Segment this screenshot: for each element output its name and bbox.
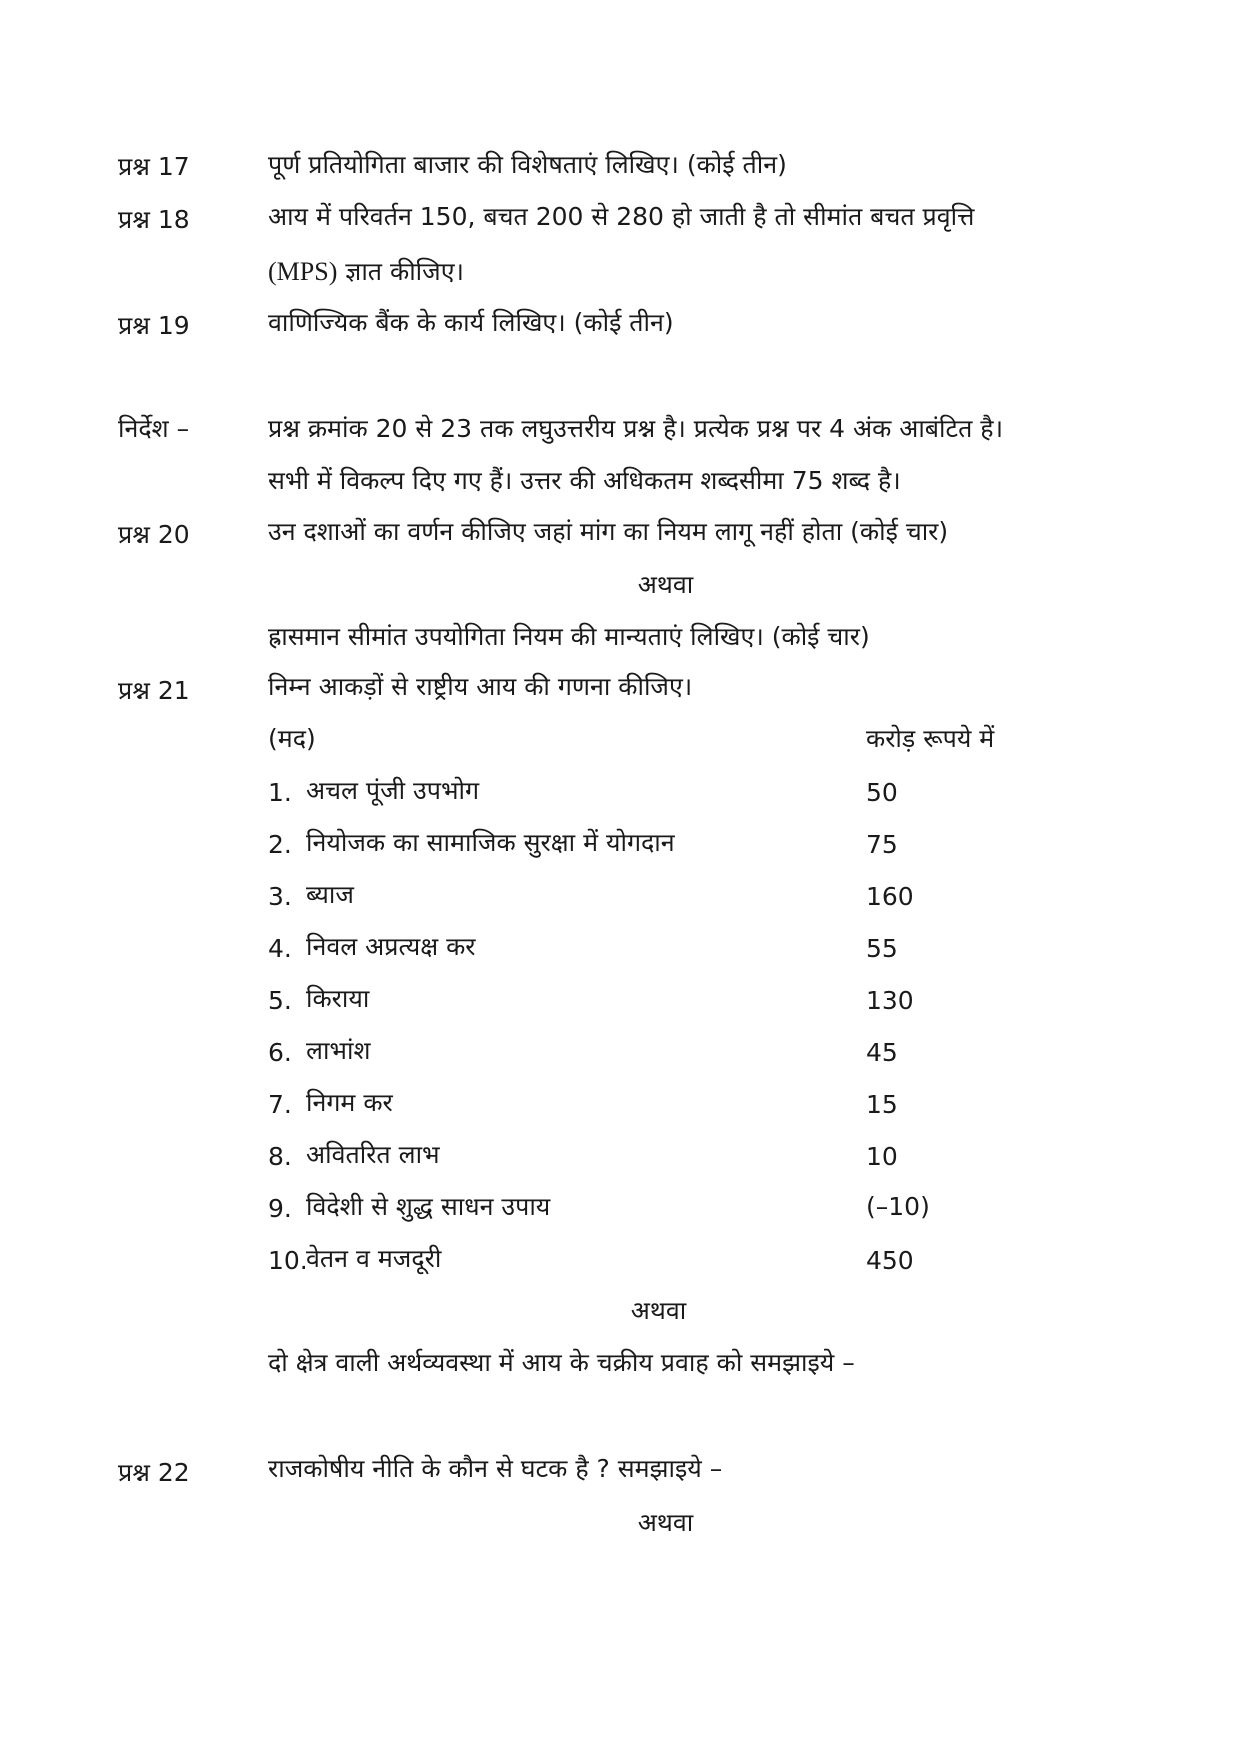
table-row-amount: (–10) — [866, 1192, 930, 1221]
table-row-item: निवल अप्रत्यक्ष कर — [306, 932, 476, 961]
table-row-amount: 160 — [866, 882, 914, 911]
table-row-amount: 15 — [866, 1090, 898, 1119]
table-row-amount: 55 — [866, 934, 898, 963]
table-row-number: 8. — [268, 1142, 292, 1171]
table-row-item: नियोजक का सामाजिक सुरक्षा में योगदान — [306, 828, 675, 857]
table-row-number: 3. — [268, 882, 292, 911]
table-row-amount: 130 — [866, 986, 914, 1015]
instruction-label: निर्देश – — [118, 414, 190, 443]
instruction-line1: प्रश्न क्रमांक 20 से 23 तक लघुउत्तरीय प्रश्न है। प्रत्येक प्रश्न पर 4 अंक आबंटित है। — [268, 414, 1004, 443]
q18-label: प्रश्न 18 — [118, 205, 190, 234]
q18-text-line1: आय में परिवर्तन 150, बचत 200 से 280 हो जाती है तो सीमांत बचत प्रवृत्ति — [268, 202, 975, 231]
q21-text: निम्न आकड़ों से राष्ट्रीय आय की गणना कीजिए। — [268, 672, 693, 701]
q21-col-item: (मद) — [268, 724, 316, 753]
table-row-number: 10. — [268, 1246, 308, 1275]
table-row-item: वेतन व मजदूरी — [306, 1244, 442, 1273]
q21-col-amount: करोड़ रूपये में — [866, 724, 995, 753]
q20-alt: ह्रासमान सीमांत उपयोगिता नियम की मान्यताएं लिखिए। (कोई चार) — [268, 622, 870, 651]
table-row-amount: 50 — [866, 778, 898, 807]
q22-or: अथवा — [637, 1508, 694, 1537]
table-row-amount: 75 — [866, 830, 898, 859]
table-row-number: 7. — [268, 1090, 292, 1119]
q20-text: उन दशाओं का वर्णन कीजिए जहां मांग का नियम लागू नहीं होता (कोई चार) — [268, 517, 949, 546]
table-row-amount: 450 — [866, 1246, 914, 1275]
q20-label: प्रश्न 20 — [118, 520, 190, 549]
q19-text: वाणिज्यिक बैंक के कार्य लिखिए। (कोई तीन) — [268, 308, 674, 337]
table-row-number: 2. — [268, 830, 292, 859]
q20-or: अथवा — [637, 570, 694, 599]
table-row-item: ब्याज — [306, 880, 354, 909]
q18-text-line2-rest: ज्ञात कीजिए। — [337, 257, 465, 286]
table-row-item: किराया — [306, 984, 370, 1013]
table-row-amount: 10 — [866, 1142, 898, 1171]
q17-label: प्रश्न 17 — [118, 152, 190, 181]
q22-text: राजकोषीय नीति के कौन से घटक है ? समझाइये – — [268, 1454, 723, 1483]
table-row-amount: 45 — [866, 1038, 898, 1067]
table-row-number: 1. — [268, 778, 292, 807]
table-row-item: अचल पूंजी उपभोग — [306, 776, 480, 805]
q19-label: प्रश्न 19 — [118, 311, 190, 340]
instruction-line2: सभी में विकल्प दिए गए हैं। उत्तर की अधिकतम शब्दसीमा 75 शब्द है। — [268, 466, 901, 495]
table-row-number: 4. — [268, 934, 292, 963]
table-row-number: 9. — [268, 1194, 292, 1223]
q17-text: पूर्ण प्रतियोगिता बाजार की विशेषताएं लिखिए। (कोई तीन) — [268, 150, 787, 179]
table-row-number: 5. — [268, 986, 292, 1015]
q18-mps: (MPS) — [268, 257, 338, 286]
table-row-item: अवितरित लाभ — [306, 1140, 440, 1169]
table-row-item: निगम कर — [306, 1088, 393, 1117]
table-row-item: विदेशी से शुद्ध साधन उपाय — [306, 1192, 551, 1221]
q21-label: प्रश्न 21 — [118, 676, 190, 705]
q21-alt: दो क्षेत्र वाली अर्थव्यवस्था में आय के चक्रीय प्रवाह को समझाइये – — [268, 1348, 855, 1377]
table-row-item: लाभांश — [306, 1036, 371, 1065]
q22-label: प्रश्न 22 — [118, 1458, 190, 1487]
q18-text-line2 — [268, 255, 464, 289]
q21-or: अथवा — [630, 1296, 687, 1325]
table-row-number: 6. — [268, 1038, 292, 1067]
